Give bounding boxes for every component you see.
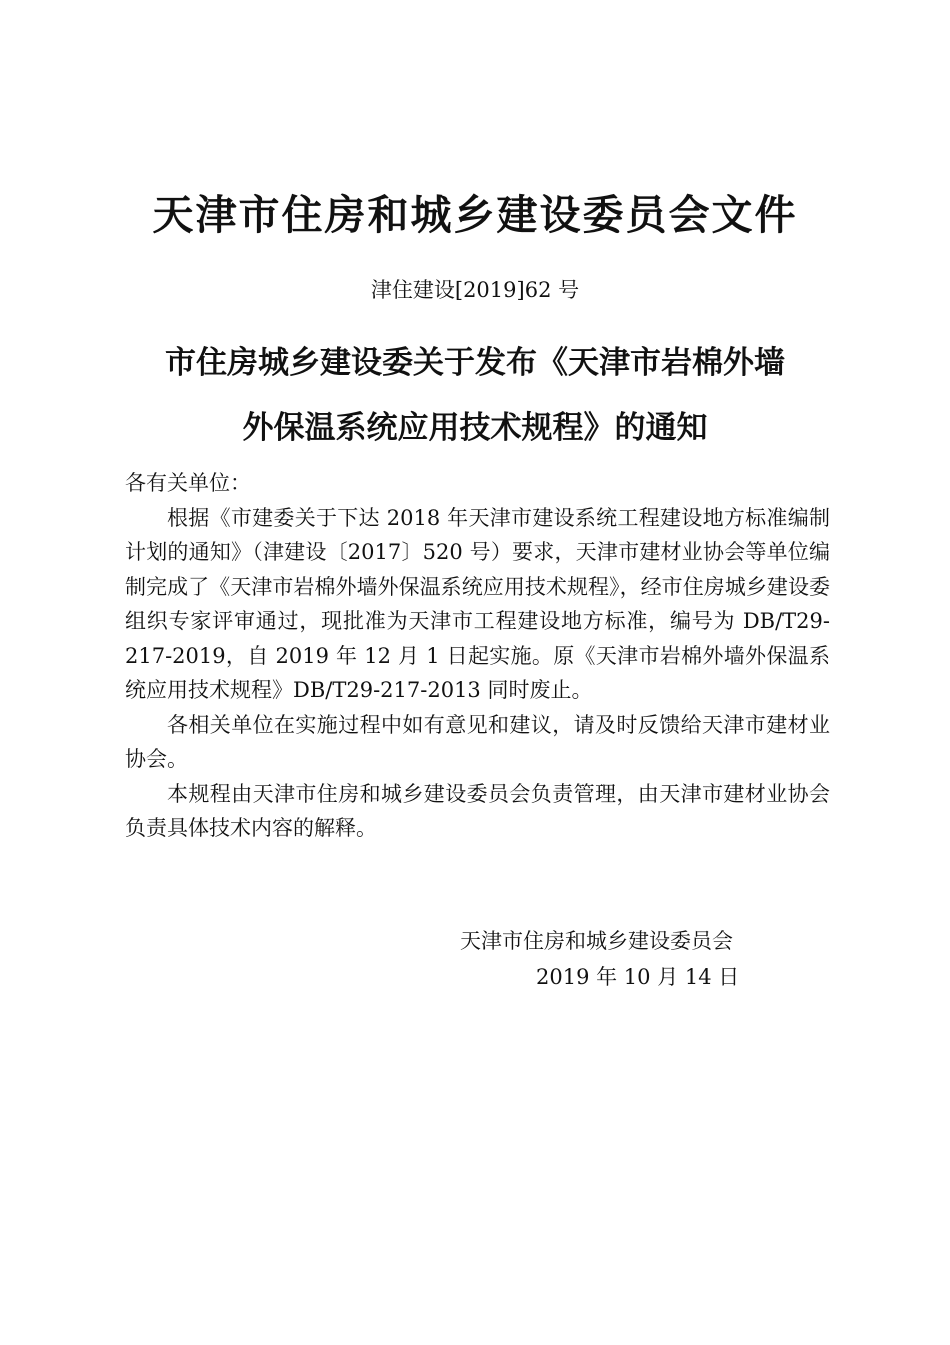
body-paragraph-3: 本规程由天津市住房和城乡建设委员会负责管理，由天津市建材业协会负责具体技术内容的解释。: [125, 781, 830, 840]
notice-title-line-2: 外保温系统应用技术规程》的通知: [242, 410, 708, 446]
salutation: 各有关单位：: [125, 471, 251, 495]
body-paragraph-2: 各相关单位在实施过程中如有意见和建议，请及时反馈给天津市建材业协会。: [125, 712, 830, 771]
notice-body: [125, 466, 830, 846]
signature-organization: 天津市住房和城乡建设委员会: [460, 929, 733, 953]
notice-title-line-1: 市住房城乡建设委关于发布《天津市岩棉外墙: [165, 345, 785, 381]
body-paragraph-1: 根据《市建委关于下达 2018 年天津市建设系统工程建设地方标准编制计划的通知》（津建设〔2017〕520 号）要求，天津市建材业协会等单位编制完成了《天津市岩棉外墙外保温系统应用技术规程》，经市住房城乡建设委组织专家评审通过，现批准为天津市工程建设地方标准，编号为 DB/T29-217-2019，自 2019 年 12 月 1 日起实施。原《天津市岩棉外墙外保温系统应用技术规程》DB/T29-217-2013 同时废止。: [125, 505, 830, 702]
document-number: 津住建设[2019]62 号: [370, 278, 580, 302]
signature-date: 2019 年 10 月 14 日: [536, 965, 740, 989]
issuer-header: 天津市住房和城乡建设委员会文件: [152, 191, 798, 239]
